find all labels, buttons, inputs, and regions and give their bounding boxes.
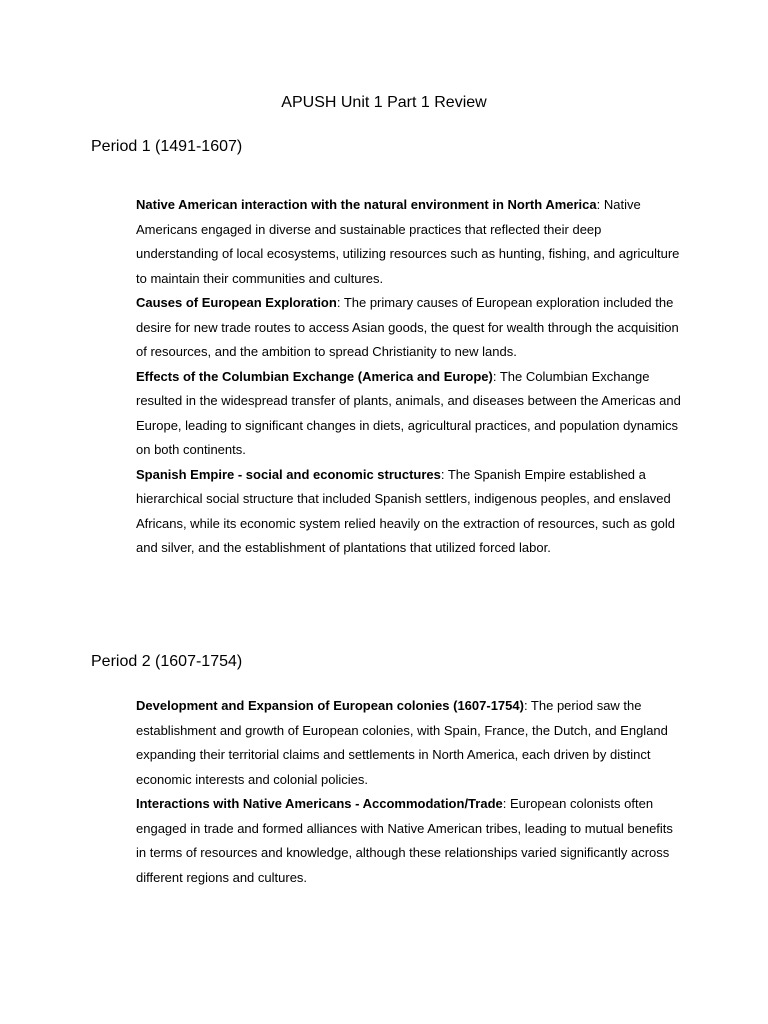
entry-title: Effects of the Columbian Exchange (America and Europe) [136,368,493,384]
entry-causes-of-exploration [136,291,684,365]
entry-european-colonies [136,694,684,792]
entry-title: Interactions with Native Americans - Accommodation/Trade [136,796,503,811]
entry-title: Development and Expansion of European colonies (1607-1754) [136,698,524,713]
entry-text: : Native Americans engaged in diverse and sustainable practices that reflected their deep understanding of local ecosystems, utilizing resources such as hunting, fishing, and agriculture to maintain their communities and cultures. [136,197,680,286]
entry-spanish-empire [136,463,684,561]
entry-columbian-exchange [136,365,684,463]
entry-title: Spanish Empire - social and economic structures [136,466,441,482]
entry-text: : The Columbian Exchange resulted in the widespread transfer of plants, animals, and diseases between the Americas and Europe, leading to significant changes in diets, agricultural practices, and population dynamics on both continents. [136,368,681,457]
period-1-section [136,193,684,561]
entry-native-american-trade [136,792,684,890]
entry-title: Native American interaction with the natural environment in North America [136,197,597,212]
period-1-heading: Period 1 (1491-1607) [91,138,243,155]
period-2-section [136,694,684,890]
entry-text: : The primary causes of European exploration included the desire for new trade routes to access Asian goods, the quest for wealth through the acquisition of resources, and the ambition to spread Christianity to new lands. [136,295,679,359]
entry-title: Causes of European Exploration [136,295,337,310]
entry-text: : European colonists often engaged in trade and formed alliances with Native American tribes, leading to mutual benefits in terms of resources and knowledge, although these relationships varied significantly across different regions and cultures. [136,796,673,885]
entry-native-american-interaction [136,193,684,291]
document-title: APUSH Unit 1 Part 1 Review [281,94,487,111]
entry-text: : The period saw the establishment and growth of European colonies, with Spain, France, the Dutch, and England expanding their territorial claims and settlements in North America, each driven by distinct economic interests and colonial policies. [136,698,668,787]
period-2-heading: Period 2 (1607-1754) [91,653,243,670]
entry-text: : The Spanish Empire established a hierarchical social structure that included Spanish settlers, indigenous peoples, and enslaved Africans, while its economic system relied heavily on the extraction of resources, such as gold and silver, and the establishment of plantations that utilized forced labor. [136,466,676,555]
